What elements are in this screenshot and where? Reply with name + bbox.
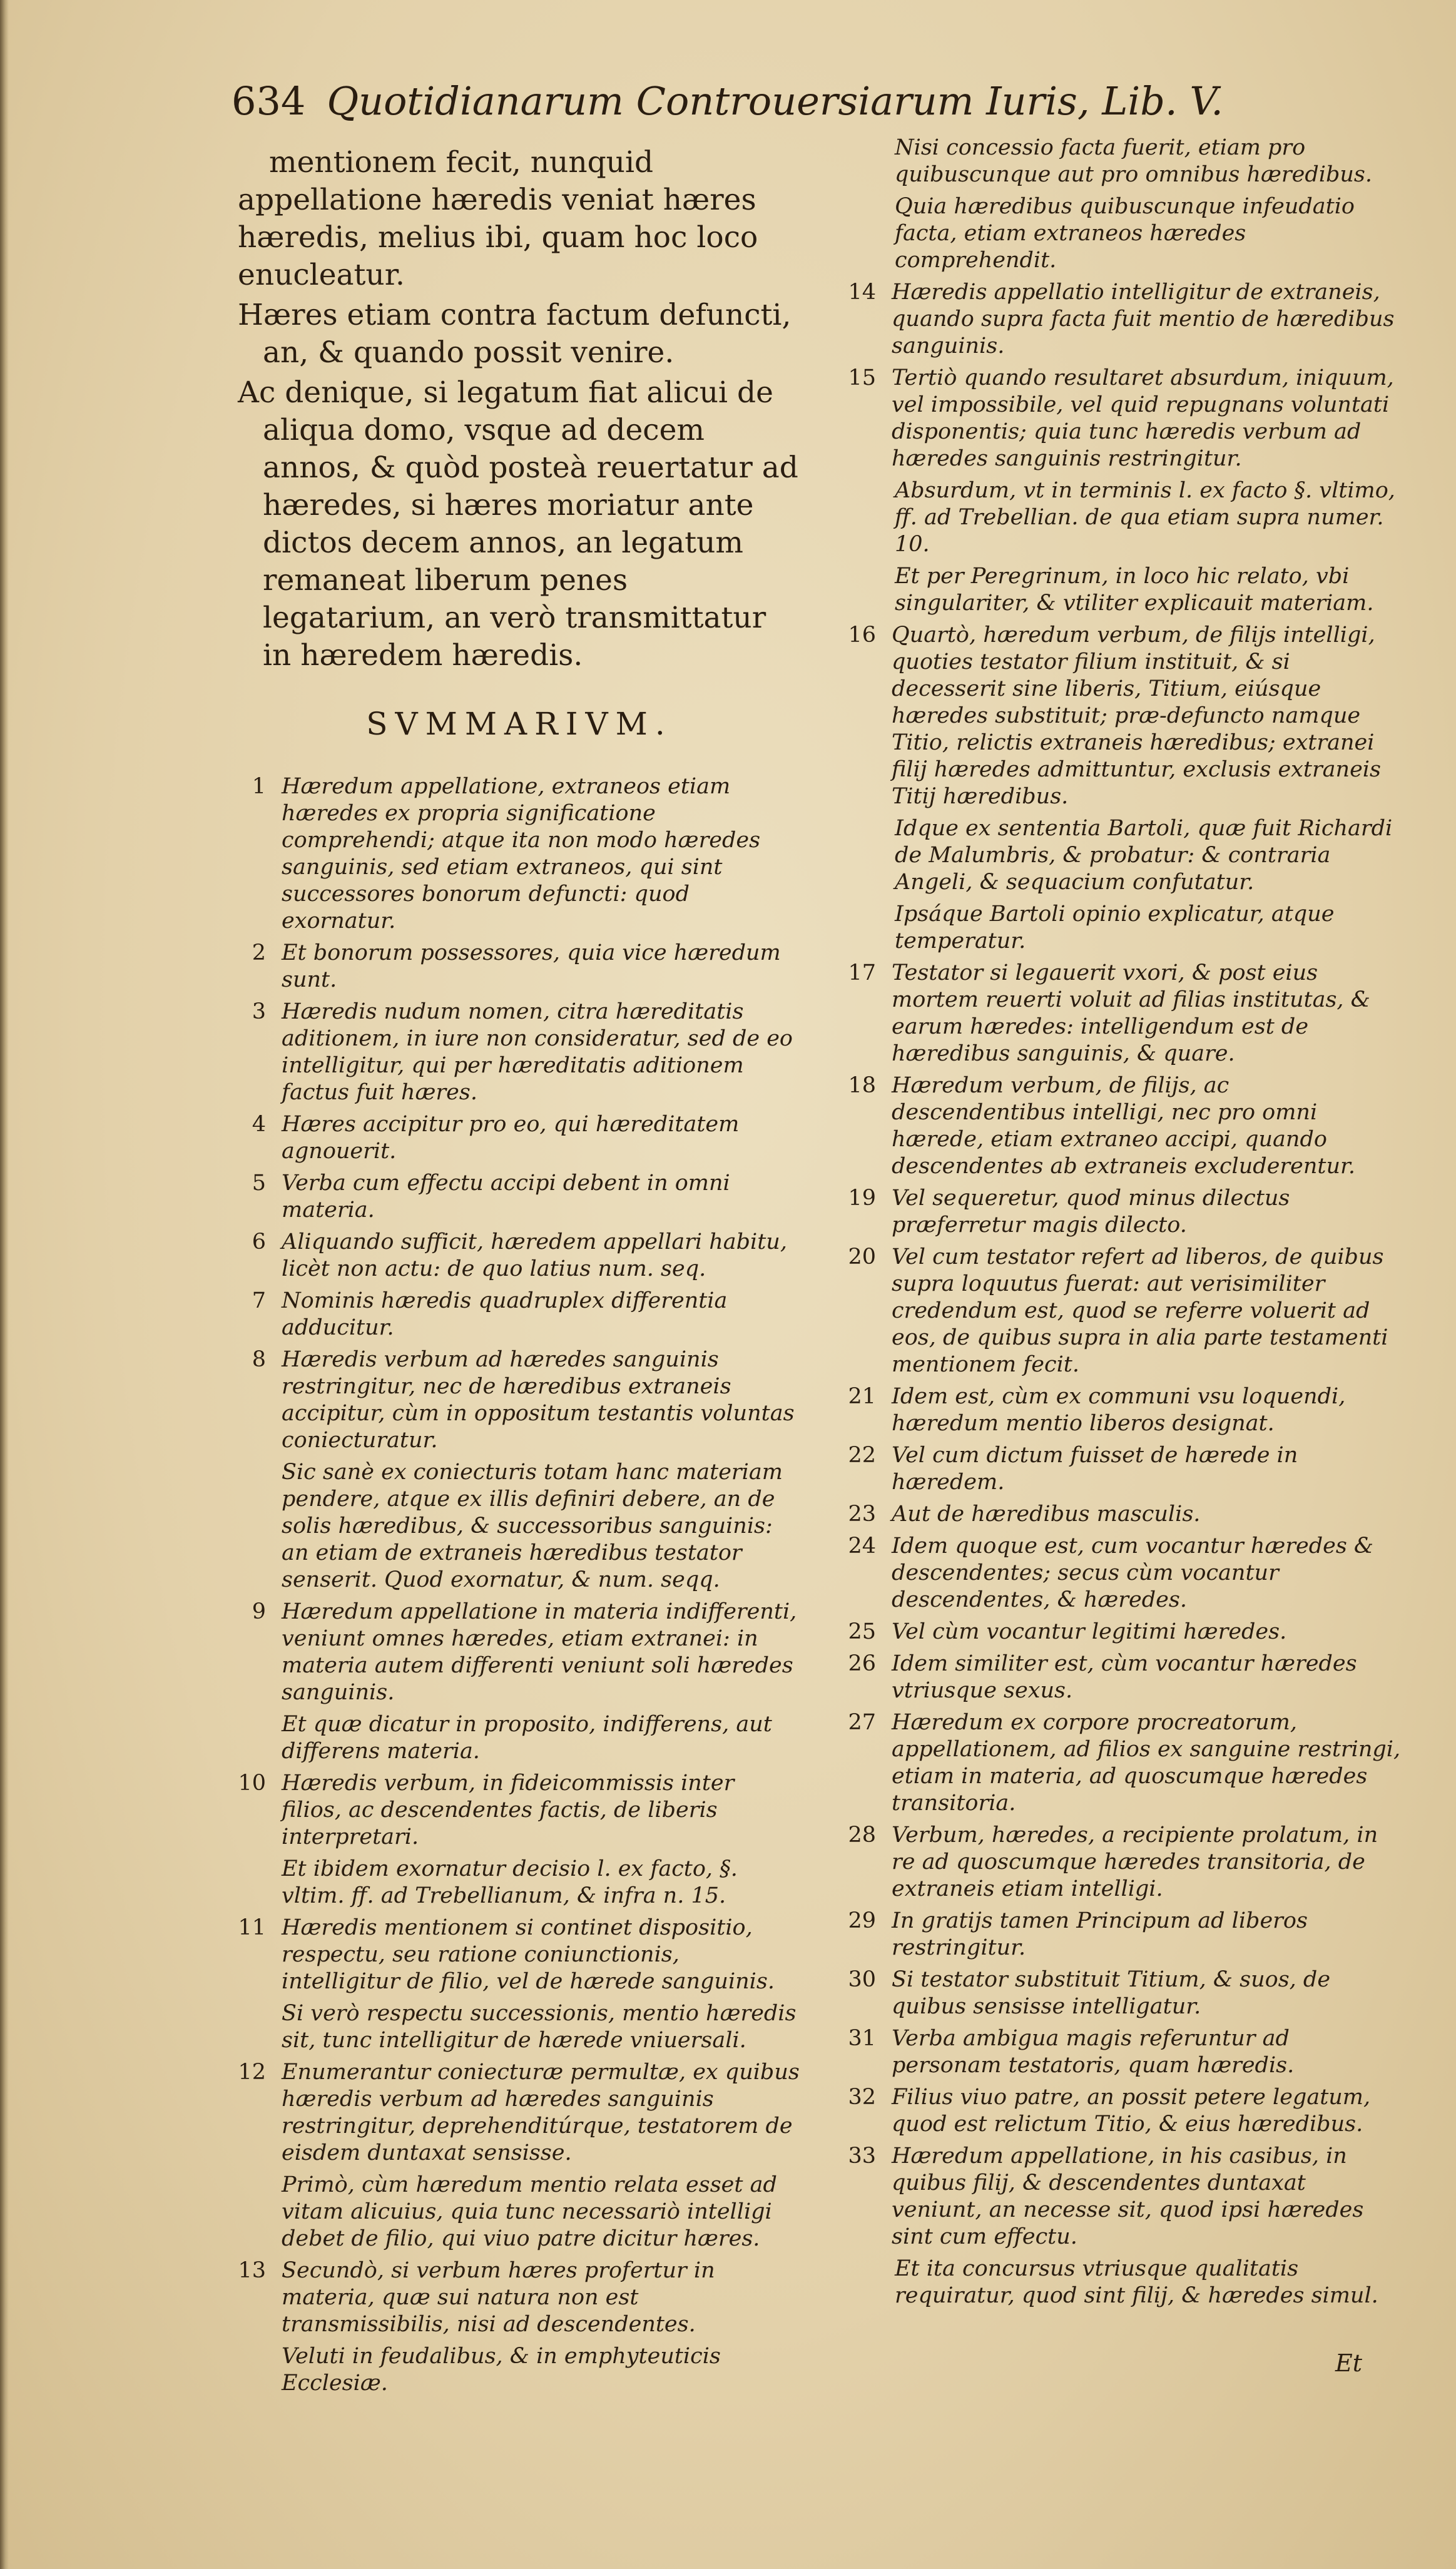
summary-list-right (838, 135, 1402, 2309)
entry-text: Hæredis mentionem si continet dispositio, respectu, seu ratione coniunctionis, intelligitur de filio, vel de hærede sanguinis. (282, 1915, 775, 1994)
summary-entry (238, 1170, 801, 1224)
entry-number: 12 (238, 2060, 266, 2085)
summary-entry (238, 1229, 801, 1283)
entry-text: Filius viuo patre, an possit petere legatum, quod est relictum Titio, & eius hæredibus. (892, 2085, 1371, 2137)
summary-entry (838, 1185, 1402, 1239)
entry-number: 14 (848, 280, 876, 305)
entry-number: 4 (252, 1112, 266, 1137)
entry-number: 31 (848, 2026, 876, 2051)
entry-text: Vel cum testator refert ad liberos, de quibus supra loquutus fuerat: aut verisimiliter credendum est, quod se referre voluerit ad eos, de quibus supra in alia parte testamenti mentionem fecit. (892, 1244, 1388, 1377)
entry-text: Et per Peregrinum, in loco hic relato, vbi singulariter, & vtiliter explicauit materiam. (895, 564, 1374, 616)
entry-number: 23 (848, 1502, 876, 1527)
entry-text: Hæredum appellatione, extraneos etiam hæredes ex propria significatione comprehendi; atque ita non modo hæredes sanguinis, sed etiam extraneos, qui sint successores bonorum defuncti: quod exornatur. (282, 774, 761, 933)
entry-text: Absurdum, vt in terminis l. ex facto §. vltimo, ff. ad Trebellian. de qua etiam supra numer. 10. (895, 478, 1395, 557)
summary-entry (257, 2172, 801, 2252)
entry-number: 6 (252, 1229, 266, 1254)
entry-number: 30 (848, 1967, 876, 1992)
entry-text: Testator si legauerit vxori, & post eius mortem reuerti voluit ad filias institutas, & earum hæredes: intelligendum est de hæredibus sanguinis, & quare. (892, 960, 1370, 1066)
left-column (238, 144, 801, 2402)
entry-text: Verba ambigua magis referuntur ad personam testatoris, quam hæredis. (892, 2026, 1295, 2078)
summary-entry (238, 1770, 801, 1851)
entry-number: 8 (252, 1347, 266, 1372)
entry-number: 3 (252, 999, 266, 1024)
summary-entry (838, 1501, 1402, 1528)
summary-entry (838, 279, 1402, 360)
intro-paragraph: Ac denique, si legatum fiat alicui de aliqua domo, vsque ad decem annos, & quòd posteà reuertatur ad hæredes, si hæres moriatur ante dictos decem annos, an legatum remaneat liberum penes legatarium, an verò transmittatur in hæredem hæredis. (238, 375, 798, 673)
running-title: Quotidianarum Controuersiarum Iuris, Lib. V. (327, 78, 1224, 124)
entry-text: Verba cum effectu accipi debent in omni materia. (282, 1171, 730, 1223)
summary-entry (257, 1711, 801, 1765)
summary-heading: SVMMARIVM. (366, 706, 673, 742)
summary-entry (238, 999, 801, 1106)
entry-text: Hæredum verbum, de filijs, ac descendentibus intelligi, nec pro omni hærede, etiam extraneo accipi, quando descendentes ab extraneis excluderentur. (892, 1073, 1356, 1179)
entry-number: 26 (848, 1651, 876, 1676)
entry-text: Et quæ dicatur in proposito, indifferens, aut differens materia. (282, 1712, 772, 1764)
entry-text: Aut de hæredibus masculis. (892, 1502, 1201, 1527)
summary-entry (238, 2257, 801, 2338)
summary-entry (238, 940, 801, 994)
summary-entry (870, 135, 1402, 188)
summary-list-left (238, 773, 801, 2397)
intro-text (238, 144, 801, 674)
entry-text: Aliquando sufficit, hæredem appellari habitu, licèt non actu: de quo latius num. seq. (282, 1229, 787, 1281)
entry-text: Enumerantur coniecturæ permultæ, ex quibus hæredis verbum ad hæredes sanguinis restringitur, deprehenditúrque, testatorem de eisdem duntaxat sensisse. (282, 2060, 800, 2165)
summary-entry (838, 1383, 1402, 1437)
entry-text: Sic sanè ex coniecturis totam hanc materiam pendere, atque ex illis definiri debere, an de solis hæredibus, & successoribus sanguinis: an etiam de extraneis hæredibus testator senserit. Quod exornatur, & num. seqq. (282, 1460, 783, 1592)
summary-entry (838, 2025, 1402, 2079)
summary-entry (838, 1442, 1402, 1496)
entry-text: Vel sequeretur, quod minus dilectus præferretur magis dilecto. (892, 1186, 1290, 1238)
entry-text: Nominis hæredis quadruplex differentia adducitur. (282, 1288, 728, 1340)
entry-number: 29 (848, 1908, 876, 1933)
summary-entry (838, 1619, 1402, 1646)
summary-entry (838, 1244, 1402, 1378)
entry-number: 21 (848, 1384, 876, 1409)
entry-text: Si testator substituit Titium, & suos, de quibus sensisse intelligatur. (892, 1967, 1331, 2019)
summary-entry (238, 1111, 801, 1165)
summary-entry (870, 901, 1402, 955)
entry-text: Verbum, hæredes, a recipiente prolatum, in re ad quoscumque hæredes transitoria, de extraneis etiam intelligi. (892, 1823, 1378, 1901)
summary-entry (838, 1709, 1402, 1817)
entry-text: Ipsáque Bartoli opinio explicatur, atque temperatur. (895, 902, 1335, 954)
summary-entry (238, 1915, 801, 1995)
summary-entry (838, 622, 1402, 810)
entry-number: 9 (252, 1599, 266, 1624)
entry-text: Quartò, hæredum verbum, de filijs intelligi, quoties testator filium instituit, & si decesserit sine liberis, Titium, eiúsque hæredes substituit; præ-defuncto namque Titio, relictis extraneis hæredibus; extranei filij hæredes admittuntur, exclusis extraneis Titij hæredibus. (892, 623, 1381, 809)
summary-entry (257, 2343, 801, 2397)
page-number: 634 (232, 78, 306, 124)
entry-text: Primò, cùm hæredum mentio relata esset ad vitam alicuius, quia tunc necessariò intelligi debet de filio, qui viuo patre dicitur hæres. (282, 2172, 777, 2251)
summary-entry (238, 773, 801, 935)
summary-entry (257, 2000, 801, 2054)
entry-text: Et bonorum possessores, quia vice hæredum sunt. (282, 940, 781, 992)
summary-entry (838, 2143, 1402, 2251)
summary-entry (870, 477, 1402, 558)
entry-number: 13 (238, 2258, 266, 2283)
summary-entry (870, 815, 1402, 896)
entry-text: Idem quoque est, cum vocantur hæredes & descendentes; secus cùm vocantur descendentes, & hæredes. (892, 1534, 1374, 1612)
entry-text: Hæres accipitur pro eo, qui hæreditatem agnouerit. (282, 1112, 740, 1164)
summary-entry (838, 1966, 1402, 2020)
entry-number: 5 (252, 1171, 266, 1196)
intro-paragraph: Hæres etiam contra factum defuncti, an, & quando possit venire. (238, 298, 792, 370)
entry-text: Hæredis verbum ad hæredes sanguinis restringitur, nec de hæredibus extraneis accipitur, cùm in oppositum testantis voluntas coniecturatur. (282, 1347, 795, 1453)
entry-text: In gratijs tamen Principum ad liberos restringitur. (892, 1908, 1308, 1960)
entry-text: Hæredum ex corpore procreatorum, appellationem, ad filios ex sanguine restringi, etiam in materia, ad quoscumque hæredes transitoria. (892, 1710, 1401, 1816)
entry-number: 18 (848, 1073, 876, 1098)
entry-number: 2 (252, 940, 266, 965)
entry-number: 17 (848, 960, 876, 985)
summary-entry (838, 1651, 1402, 1704)
entry-number: 27 (848, 1710, 876, 1735)
entry-text: Hæredum appellatione in materia indifferenti, veniunt omnes hæredes, etiam extranei: in materia autem differenti veniunt soli hæredes sanguinis. (282, 1599, 797, 1705)
summary-entry (838, 1908, 1402, 1961)
entry-text: Vel cum dictum fuisset de hærede in hæredem. (892, 1443, 1298, 1495)
summary-entry (238, 2059, 801, 2167)
entry-text: Hæredis nudum nomen, citra hæreditatis aditionem, in iure non consideratur, sed de eo intelligitur, qui per hæreditatis aditionem factus fuit hæres. (282, 999, 793, 1105)
summary-entry (870, 563, 1402, 617)
entry-text: Hæredum appellatione, in his casibus, in quibus filij, & descendentes duntaxat veniunt, an necesse sit, quod ipsi hæredes sint cum effectu. (892, 2144, 1364, 2249)
entry-text: Et ibidem exornatur decisio l. ex facto, §. vltim. ff. ad Trebellianum, & infra n. 15. (282, 1856, 738, 1908)
catchword: Et (1335, 2349, 1362, 2377)
entry-text: Hæredis appellatio intelligitur de extraneis, quando supra facta fuit mentio de hæredibus sanguinis. (892, 280, 1395, 359)
summary-entry (838, 1072, 1402, 1180)
entry-number: 33 (848, 2144, 876, 2169)
summary-entry (838, 1533, 1402, 1614)
entry-number: 1 (252, 774, 266, 799)
entry-number: 20 (848, 1244, 876, 1269)
summary-entry (838, 2084, 1402, 2138)
summary-entry (838, 365, 1402, 472)
entry-text: Idque ex sententia Bartoli, quæ fuit Richardi de Malumbris, & probatur: & contraria Angeli, & sequacium confutatur. (895, 816, 1393, 895)
entry-text: Hæredis verbum, in fideicommissis inter filios, ac descendentes factis, de liberis interpretari. (282, 1771, 735, 1849)
entry-text: Veluti in feudalibus, & in emphyteuticis Ecclesiæ. (282, 2344, 721, 2396)
entry-text: Idem est, cùm ex communi vsu loquendi, hæredum mentio liberos designat. (892, 1384, 1346, 1436)
summary-entry (257, 1856, 801, 1910)
entry-number: 19 (848, 1186, 876, 1211)
entry-text: Tertiò quando resultaret absurdum, iniquum, vel impossibile, vel quid repugnans voluntati disponentis; quia tunc hæredis verbum ad hæredes sanguinis restringitur. (892, 365, 1394, 471)
entry-number: 10 (238, 1771, 266, 1796)
intro-paragraph: mentionem fecit, nunquid appellatione hæredis veniat hæres hæredis, melius ibi, quam hoc loco enucleatur. (238, 145, 758, 292)
entry-number: 25 (848, 1619, 876, 1644)
entry-number: 7 (252, 1288, 266, 1313)
summary-entry (238, 1346, 801, 1454)
entry-text: Idem similiter est, cùm vocantur hæredes vtriusque sexus. (892, 1651, 1357, 1703)
entry-text: Quia hæredibus quibuscunque infeudatio facta, etiam extraneos hæredes comprehendit. (895, 194, 1355, 273)
entry-number: 32 (848, 2085, 876, 2110)
entry-text: Si verò respectu successionis, mentio hæredis sit, tunc intelligitur de hærede vniuersali. (282, 2001, 797, 2053)
entry-number: 24 (848, 1534, 876, 1559)
entry-text: Nisi concessio facta fuerit, etiam pro quibuscunque aut pro omnibus hæredibus. (895, 135, 1372, 187)
summary-entry (870, 2256, 1402, 2309)
summary-entry (257, 1459, 801, 1594)
entry-number: 15 (848, 365, 876, 390)
summary-entry (870, 193, 1402, 274)
right-column (838, 135, 1402, 2314)
summary-entry (238, 1599, 801, 1706)
entry-number: 28 (848, 1823, 876, 1848)
summary-entry (238, 1288, 801, 1341)
entry-number: 22 (848, 1443, 876, 1468)
entry-number: 11 (238, 1915, 266, 1940)
entry-text: Et ita concursus vtriusque qualitatis requiratur, quod sint filij, & hæredes simul. (895, 2256, 1378, 2308)
summary-entry (838, 960, 1402, 1067)
entry-text: Vel cùm vocantur legitimi hæredes. (892, 1619, 1287, 1644)
entry-number: 16 (848, 623, 876, 648)
entry-text: Secundò, si verbum hæres profertur in materia, quæ sui natura non est transmissibilis, nisi ad descendentes. (282, 2258, 715, 2337)
running-head (232, 78, 1245, 135)
summary-entry (838, 1822, 1402, 1903)
